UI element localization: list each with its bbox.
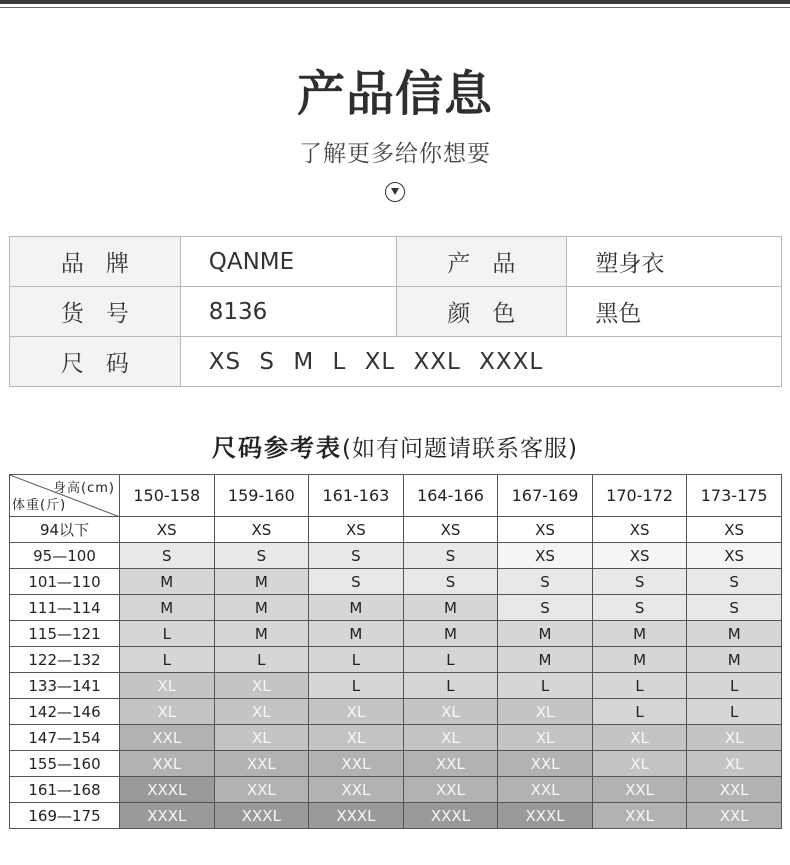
size-cell: XXL — [592, 803, 687, 829]
size-cell: XL — [498, 725, 593, 751]
size-cell: S — [592, 595, 687, 621]
weight-range-cell: 122—132 — [10, 647, 120, 673]
product-label: 产品 — [396, 237, 567, 287]
size-cell: L — [403, 647, 498, 673]
size-cell: S — [498, 569, 593, 595]
size-cell: S — [403, 543, 498, 569]
table-row — [10, 517, 782, 543]
size-cell: XXL — [309, 751, 404, 777]
table-row — [10, 777, 782, 803]
info-row-size — [10, 337, 782, 387]
size-cell: XXL — [214, 751, 309, 777]
weight-range-cell: 133—141 — [10, 673, 120, 699]
size-cell: M — [120, 595, 215, 621]
size-cell: M — [687, 621, 782, 647]
size-cell: XS — [120, 517, 215, 543]
weight-range-cell: 115—121 — [10, 621, 120, 647]
size-cell: XL — [214, 699, 309, 725]
size-cell: L — [403, 673, 498, 699]
size-cell: XXL — [309, 777, 404, 803]
size-cell: XL — [309, 699, 404, 725]
size-cell: L — [687, 699, 782, 725]
product-info-table — [9, 236, 782, 387]
size-cell: XL — [592, 751, 687, 777]
size-cell: XL — [498, 699, 593, 725]
weight-range-cell: 142—146 — [10, 699, 120, 725]
size-cell: XL — [214, 725, 309, 751]
size-cell: XXXL — [498, 803, 593, 829]
size-cell: M — [498, 647, 593, 673]
height-column-header: 161-163 — [309, 475, 404, 517]
size-cell: XXXL — [214, 803, 309, 829]
size-chart-title-note: (如有问题请联系客服) — [342, 436, 578, 462]
item-no-value: 8136 — [180, 287, 396, 337]
weight-axis-label: 体重(斤) — [12, 498, 67, 513]
size-value: XS S M L XL XXL XXXL — [180, 337, 781, 387]
weight-range-cell: 147—154 — [10, 725, 120, 751]
info-row-item — [10, 287, 782, 337]
size-cell: XL — [214, 673, 309, 699]
size-cell: M — [309, 621, 404, 647]
size-cell: M — [214, 569, 309, 595]
product-value: 塑身衣 — [567, 237, 782, 287]
size-cell: XXL — [120, 725, 215, 751]
size-cell: L — [309, 647, 404, 673]
item-no-label: 货号 — [10, 287, 181, 337]
size-cell: XS — [309, 517, 404, 543]
size-cell: XXXL — [403, 803, 498, 829]
table-row — [10, 673, 782, 699]
weight-range-cell: 94以下 — [10, 517, 120, 543]
size-cell: S — [687, 595, 782, 621]
size-cell: S — [592, 569, 687, 595]
size-cell: XL — [120, 699, 215, 725]
table-row — [10, 699, 782, 725]
brand-value: QANME — [180, 237, 396, 287]
size-cell: XL — [120, 673, 215, 699]
size-cell: L — [120, 647, 215, 673]
size-cell: M — [214, 621, 309, 647]
size-cell: S — [687, 569, 782, 595]
size-cell: XXXL — [120, 777, 215, 803]
size-cell: XS — [498, 517, 593, 543]
size-label: 尺码 — [10, 337, 181, 387]
top-rule-thin — [0, 7, 790, 8]
weight-range-cell: 101—110 — [10, 569, 120, 595]
size-cell: L — [309, 673, 404, 699]
height-axis-label: 身高(cm) — [53, 481, 115, 496]
table-row — [10, 569, 782, 595]
size-chart-corner — [10, 475, 120, 517]
size-cell: XS — [687, 517, 782, 543]
size-cell: M — [403, 595, 498, 621]
table-row — [10, 647, 782, 673]
size-cell: XXXL — [309, 803, 404, 829]
size-cell: M — [592, 621, 687, 647]
size-cell: XS — [214, 517, 309, 543]
size-cell: S — [403, 569, 498, 595]
size-cell: XS — [592, 543, 687, 569]
color-value: 黑色 — [567, 287, 782, 337]
size-cell: L — [687, 673, 782, 699]
size-cell: S — [498, 595, 593, 621]
size-cell: M — [403, 621, 498, 647]
size-cell: L — [592, 673, 687, 699]
color-label: 颜色 — [396, 287, 567, 337]
table-row — [10, 751, 782, 777]
size-cell: XS — [403, 517, 498, 543]
size-cell: XS — [687, 543, 782, 569]
weight-range-cell: 169—175 — [10, 803, 120, 829]
table-row — [10, 621, 782, 647]
size-cell: S — [214, 543, 309, 569]
size-cell: M — [309, 595, 404, 621]
size-cell: XXL — [403, 777, 498, 803]
size-chart-body — [10, 517, 782, 829]
table-row — [10, 595, 782, 621]
size-cell: XL — [403, 725, 498, 751]
size-cell: XXL — [120, 751, 215, 777]
size-cell: L — [498, 673, 593, 699]
size-cell: XL — [592, 725, 687, 751]
height-column-header: 150-158 — [120, 475, 215, 517]
size-cell: M — [687, 647, 782, 673]
size-cell: XL — [309, 725, 404, 751]
size-cell: XS — [592, 517, 687, 543]
weight-range-cell: 95—100 — [10, 543, 120, 569]
height-column-header: 170-172 — [592, 475, 687, 517]
info-row-brand — [10, 237, 782, 287]
height-column-header: 159-160 — [214, 475, 309, 517]
size-cell: XS — [498, 543, 593, 569]
size-cell: M — [498, 621, 593, 647]
height-column-header: 173-175 — [687, 475, 782, 517]
size-cell: XL — [403, 699, 498, 725]
page-subtitle: 了解更多给你想要 — [299, 141, 491, 167]
size-chart-title — [0, 428, 790, 463]
table-row — [10, 543, 782, 569]
size-cell: XXL — [687, 777, 782, 803]
size-cell: XXL — [592, 777, 687, 803]
size-cell: M — [214, 595, 309, 621]
size-cell: XXL — [687, 803, 782, 829]
weight-range-cell: 161—168 — [10, 777, 120, 803]
chevron-down-circle-icon — [385, 182, 405, 202]
size-cell: M — [120, 569, 215, 595]
size-cell: XL — [687, 725, 782, 751]
size-cell: XXL — [403, 751, 498, 777]
size-cell: L — [592, 699, 687, 725]
size-chart-header-row — [10, 475, 782, 517]
size-cell: S — [309, 569, 404, 595]
size-cell: XXL — [214, 777, 309, 803]
size-cell: XXXL — [120, 803, 215, 829]
size-cell: S — [309, 543, 404, 569]
weight-range-cell: 155—160 — [10, 751, 120, 777]
size-chart-title-bold: 尺码参考表 — [212, 434, 343, 462]
size-cell: XL — [687, 751, 782, 777]
size-cell: L — [120, 621, 215, 647]
size-cell: XXL — [498, 751, 593, 777]
size-cell: M — [592, 647, 687, 673]
table-row — [10, 725, 782, 751]
weight-range-cell: 111—114 — [10, 595, 120, 621]
height-column-header: 167-169 — [498, 475, 593, 517]
height-column-header: 164-166 — [403, 475, 498, 517]
size-cell: L — [214, 647, 309, 673]
size-cell: S — [120, 543, 215, 569]
size-cell: XXL — [498, 777, 593, 803]
brand-label: 品牌 — [10, 237, 181, 287]
top-rule — [0, 0, 790, 4]
size-chart-table — [9, 474, 782, 829]
table-row — [10, 803, 782, 829]
page-title: 产品信息 — [296, 66, 493, 122]
